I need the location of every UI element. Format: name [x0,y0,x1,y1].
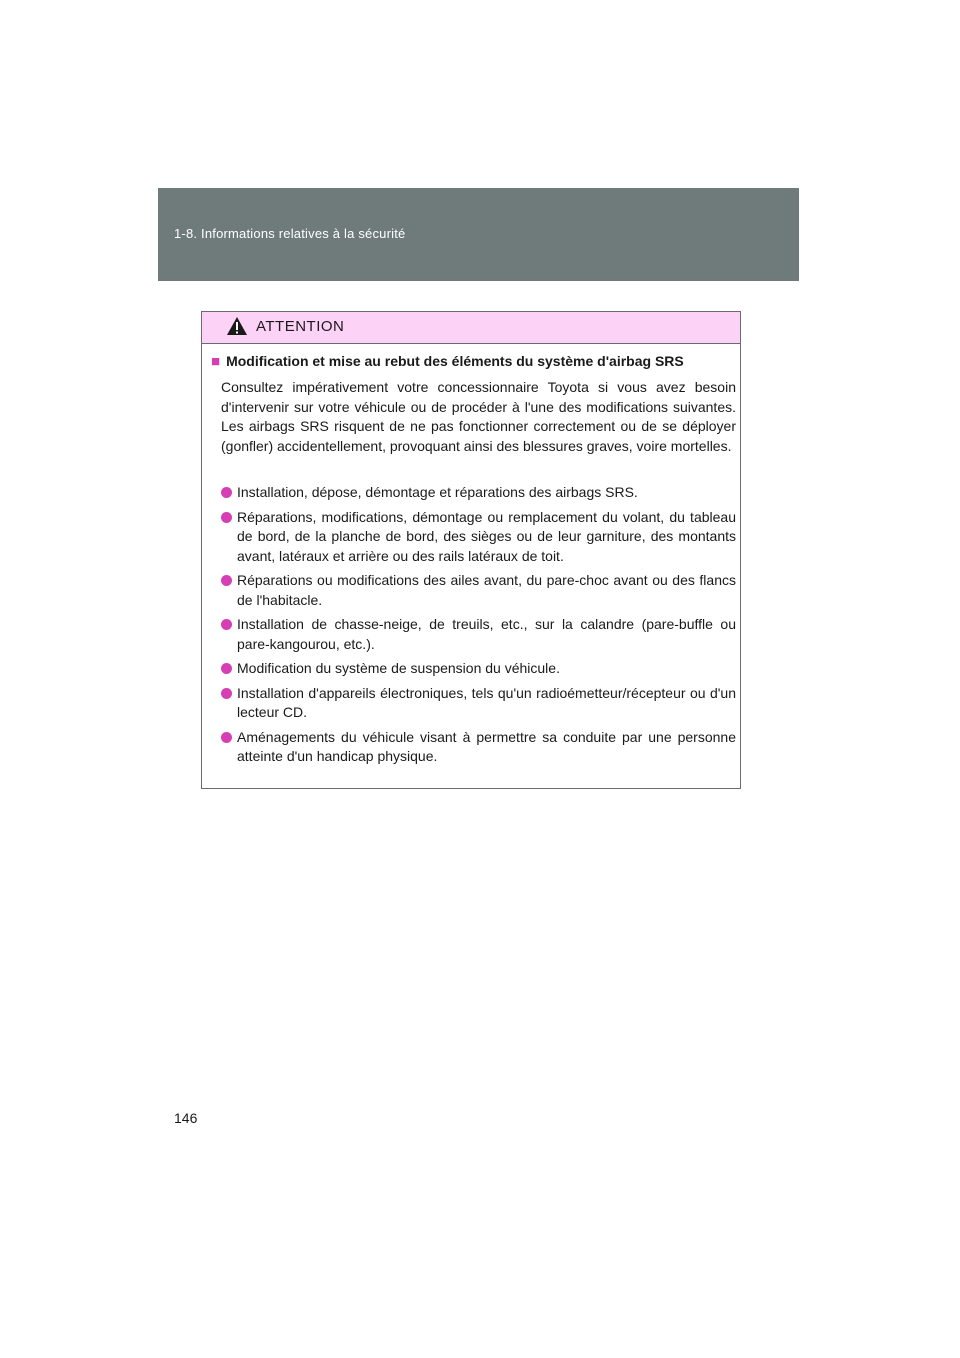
list-item [221,659,736,679]
bullet-dot-icon [221,663,232,674]
list-item-text: Aménagements du véhicule visant à permettre sa conduite par une personne atteinte d'un handicap physique. [237,728,736,764]
list-item [221,571,736,610]
list-item-text: Installation de chasse-neige, de treuils, etc., sur la calandre (pare-buffle ou pare-kangourou, etc.). [237,616,736,652]
intro-paragraph: Consultez impérativement votre concessionnaire Toyota si vous avez besoin d'intervenir sur votre véhicule ou de procéder à l'une des modifications suivantes. Les airbags SRS risquent de ne pas fonctionner correctement ou de se déployer (gonfler) accidentellement, provoquant ainsi des blessures graves, voire mortelles. [221,379,736,454]
bullet-dot-icon [221,512,232,523]
bullet-dot-icon [221,575,232,586]
list-item-text: Réparations, modifications, démontage ou remplacement du volant, du tableau de bord, de la planche de bord, des sièges ou de leur garniture, des montants avant, latéraux et arrière ou des rails latéraux de toit. [237,508,736,564]
square-bullet-icon: ■ [211,353,221,370]
caution-title: ATTENTION [256,318,345,335]
list-item [221,615,736,654]
bullet-list [221,483,736,772]
caution-box [201,311,741,789]
section-title [211,353,732,370]
bullet-dot-icon [221,487,232,498]
caution-header [202,312,740,344]
list-item [221,684,736,723]
list-item-text: Modification du système de suspension du véhicule. [237,660,560,676]
bullet-dot-icon [221,688,232,699]
warning-triangle-icon [226,316,248,336]
chapter-title: 1-8. Informations relatives à la sécurité [174,226,406,241]
bullet-dot-icon [221,619,232,630]
page-number: 146 [174,1110,198,1126]
list-item [221,728,736,767]
section-title-text: Modification et mise au rebut des éléments du système d'airbag SRS [226,353,684,369]
list-item-text: Installation d'appareils électroniques, tels qu'un radioémetteur/récepteur ou d'un lecteur CD. [237,684,736,720]
list-item-text: Réparations ou modifications des ailes avant, du pare-choc avant ou des flancs de l'habitacle. [237,572,736,608]
list-item [221,483,736,503]
bullet-dot-icon [221,732,232,743]
list-item-text: Installation, dépose, démontage et réparations des airbags SRS. [237,484,638,500]
list-item [221,508,736,567]
